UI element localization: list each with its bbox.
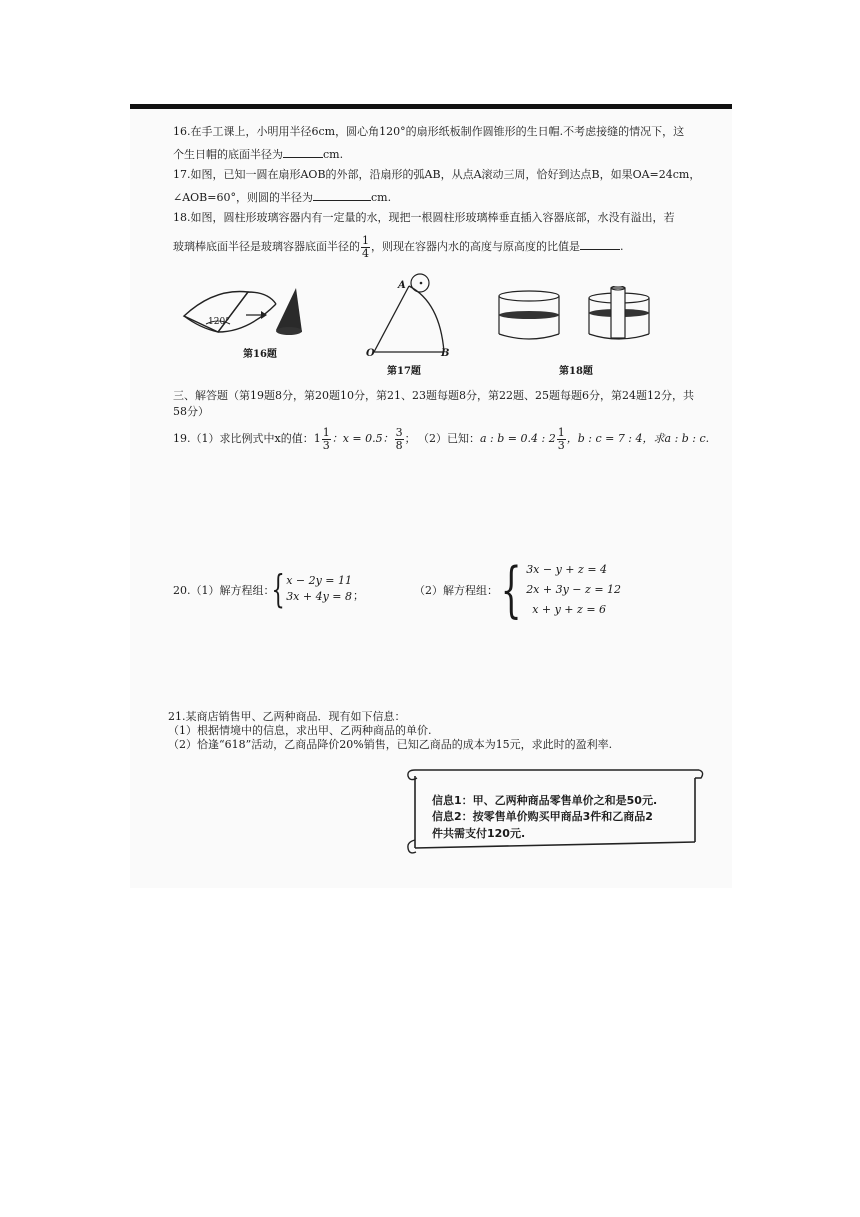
q21-info1: 信息1：甲、乙两种商品零售单价之和是50元. — [432, 794, 658, 807]
section3-line2: 58分） — [173, 405, 209, 418]
q17-line1: 17.如图，已知一圆在扇形AOB的外部，沿扇形的弧AB，从点A滚动三周，恰好到达点B，如果OA=24cm， — [173, 168, 701, 181]
fig17-caption: 第17题 — [387, 366, 421, 377]
q19-part2-fraction: $\frac{1}{3}$ — [557, 425, 565, 452]
q21-line3: （2）恰逢“618”活动，乙商品降价20%销售，已知乙商品的成本为15元，求此时的盈利率. — [168, 738, 613, 751]
q18-line2: 玻璃棒底面半径是玻璃容器底面半径的 $\frac{1}{4}$ ，则现在容器内水的高度与原高度的比值是 . — [173, 233, 624, 260]
fig18-cylinders — [494, 286, 674, 346]
fig18-caption: 第18题 — [559, 366, 593, 377]
fig18-cylinder-after — [589, 286, 649, 339]
q16-line2: 个生日帽的底面半径为 cm. — [173, 148, 344, 161]
q20-system2: { 3x − y + z = 4 2x + 3y − z = 12 x + y + z = 6 — [500, 555, 622, 625]
fig16-sector-and-cone — [178, 282, 318, 342]
q18-answer-blank[interactable] — [580, 239, 620, 250]
q20-sys2-eq1: 3x − y + z = 4 — [526, 563, 608, 576]
fig17-arc-ab — [409, 286, 444, 352]
q20-system1: { x − 2y = 11 3x + 4y = 8 ； — [271, 567, 365, 611]
fig16-angle-label: 120° — [208, 317, 230, 327]
q17-line2: ∠AOB=60°，则圆的半径为 cm. — [173, 191, 392, 204]
top-rule — [130, 104, 732, 109]
q20-sys1-eq1: x − 2y = 11 — [286, 574, 353, 587]
q18-fraction: $\frac{1}{4}$ — [362, 233, 369, 260]
q19-mixed-fraction: 1 $\frac{1}{3}$ — [313, 425, 330, 452]
q21-info2-line2: 件共需支付120元. — [432, 827, 526, 840]
q19-part1: 19.（1）求比例式中x的值： 1 $\frac{1}{3}$ ：x = 0.5： $\frac{3}{8}$ ； — [173, 425, 416, 452]
q20-sys1-eq2: 3x + 4y = 8 — [286, 590, 353, 603]
q20-part2-label: （2）解方程组： — [414, 584, 498, 597]
q16-line1: 16.在手工课上，小明用半径6cm，圆心角120°的扇形纸板制作圆锥形的生日帽.不考虑接缝的情况下，这 — [173, 125, 685, 138]
fig17-label-a: A — [398, 280, 406, 291]
fig16-caption: 第16题 — [243, 349, 277, 360]
section3-line1: 三、解答题（第19题8分，第20题10分，第21、23题每题8分，第22题、25题每题6分，第24题12分，共 — [173, 389, 694, 402]
q21-info2-line1: 信息2：按零售单价购买甲商品3件和乙商品2 — [432, 810, 653, 823]
q21-line2: （1）根据情境中的信息，求出甲、乙两种商品的单价. — [168, 724, 432, 737]
fig17-label-o: O — [366, 348, 375, 359]
q19-fraction: $\frac{3}{8}$ — [395, 425, 403, 452]
q20-sys2-eq2: 2x + 3y − z = 12 — [526, 583, 622, 596]
q21-line1: 21.某商店销售甲、乙两种商品．现有如下信息： — [168, 710, 406, 723]
fig17-label-b: B — [441, 348, 450, 359]
q20-sys2-eq3: x + y + z = 6 — [532, 603, 607, 616]
q19-part2: （2）已知：a : b = 0.4 : 2 $\frac{1}{3}$ ，b : c = 7 : 4，求a : b : c. — [418, 425, 710, 452]
q18-line1: 18.如图，圆柱形玻璃容器内有一定量的水，现把一根圆柱形玻璃棒垂直插入容器底部，水没有溢出，若 — [173, 211, 675, 224]
q17-answer-blank[interactable] — [313, 190, 371, 201]
q20-part1-label: 20.（1）解方程组： — [173, 584, 275, 597]
fig18-cylinder-before — [499, 291, 559, 339]
fig18-glass-rod — [611, 288, 625, 338]
q16-answer-blank[interactable] — [283, 147, 323, 158]
